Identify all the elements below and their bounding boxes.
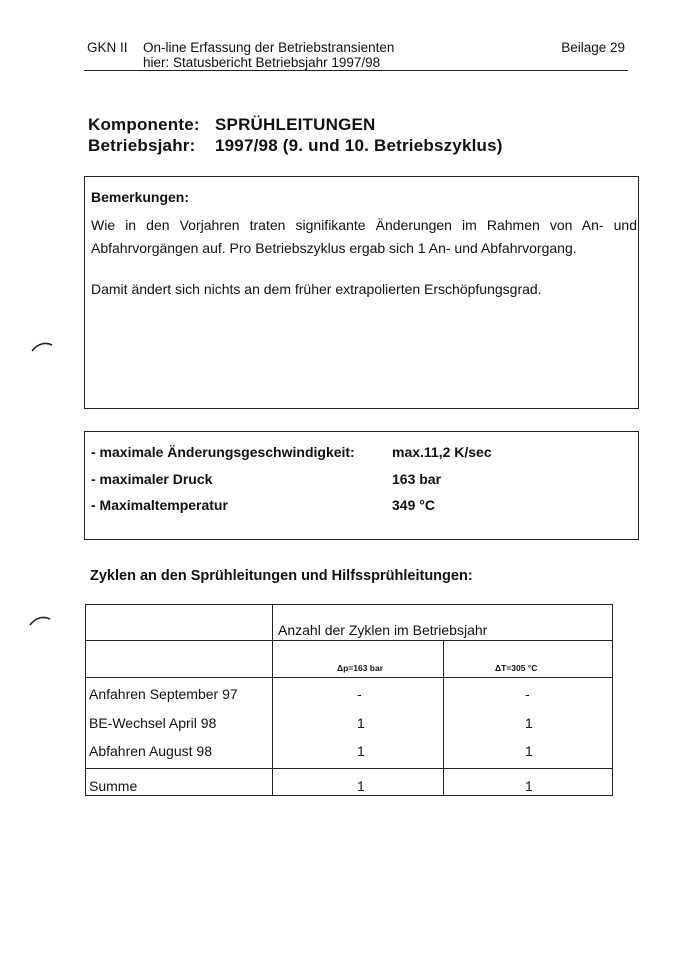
max-temperature-value: 349 °C bbox=[392, 497, 435, 513]
header-line-2: hier: Statusbericht Betriebsjahr 1997/98 bbox=[143, 55, 381, 70]
margin-mark-icon bbox=[28, 614, 52, 628]
remarks-paragraph-1-line-2: Abfahrvorgängen auf. Pro Betriebszyklus ergab sich 1 An- und Abfahrvorgang. bbox=[91, 240, 577, 256]
row-value-shutdown-temperature: 1 bbox=[525, 743, 533, 759]
remarks-box bbox=[84, 176, 639, 409]
remarks-paragraph-2: Damit ändert sich nichts an dem früher extrapolierten Erschöpfungsgrad. bbox=[91, 281, 542, 297]
row-label-fuel-change: BE-Wechsel April 98 bbox=[89, 715, 217, 731]
component-label: Komponente: bbox=[88, 115, 200, 134]
remarks-heading: Bemerkungen: bbox=[91, 189, 190, 205]
margin-mark-icon bbox=[30, 340, 54, 354]
header-attachment-number: Beilage 29 bbox=[561, 40, 625, 55]
row-value-startup-pressure: - bbox=[357, 686, 362, 702]
row-value-fuel-change-temperature: 1 bbox=[525, 715, 533, 731]
operating-year-label: Betriebsjahr: bbox=[88, 136, 196, 155]
sum-value-temperature: 1 bbox=[525, 778, 533, 794]
cycles-table bbox=[85, 604, 613, 796]
row-value-shutdown-pressure: 1 bbox=[357, 743, 365, 759]
row-value-fuel-change-pressure: 1 bbox=[357, 715, 365, 731]
component-value: SPRÜHLEITUNGEN bbox=[215, 115, 376, 134]
operating-year-value: 1997/98 (9. und 10. Betriebszyklus) bbox=[215, 136, 503, 155]
remarks-paragraph-1-line-1: Wie in den Vorjahren traten signifikante Änderungen im Rahmen von An- und bbox=[91, 217, 637, 233]
header-rule bbox=[84, 70, 628, 71]
max-pressure-label: - maximaler Druck bbox=[91, 471, 213, 487]
row-label-shutdown: Abfahren August 98 bbox=[89, 743, 212, 759]
row-label-startup: Anfahren September 97 bbox=[89, 686, 238, 702]
max-rate-value: max.11,2 K/sec bbox=[392, 444, 492, 460]
column-header-temperature: ΔT=305 °C bbox=[495, 663, 538, 673]
max-pressure-value: 163 bar bbox=[392, 471, 442, 487]
cycles-section-title: Zyklen an den Sprühleitungen und Hilfssprühleitungen: bbox=[90, 568, 473, 584]
sum-value-pressure: 1 bbox=[357, 778, 365, 794]
sum-label: Summe bbox=[89, 778, 138, 794]
max-rate-label: - maximale Änderungsgeschwindigkeit: bbox=[91, 444, 355, 460]
max-temperature-label: - Maximaltemperatur bbox=[91, 497, 228, 513]
header-code: GKN II bbox=[87, 40, 128, 55]
row-value-startup-temperature: - bbox=[525, 686, 530, 702]
cycles-group-header: Anzahl der Zyklen im Betriebsjahr bbox=[278, 622, 488, 638]
maxima-box bbox=[84, 431, 639, 540]
header-line-1: On-line Erfassung der Betriebstransienten bbox=[143, 40, 395, 55]
column-header-pressure: Δp=163 bar bbox=[337, 663, 384, 673]
